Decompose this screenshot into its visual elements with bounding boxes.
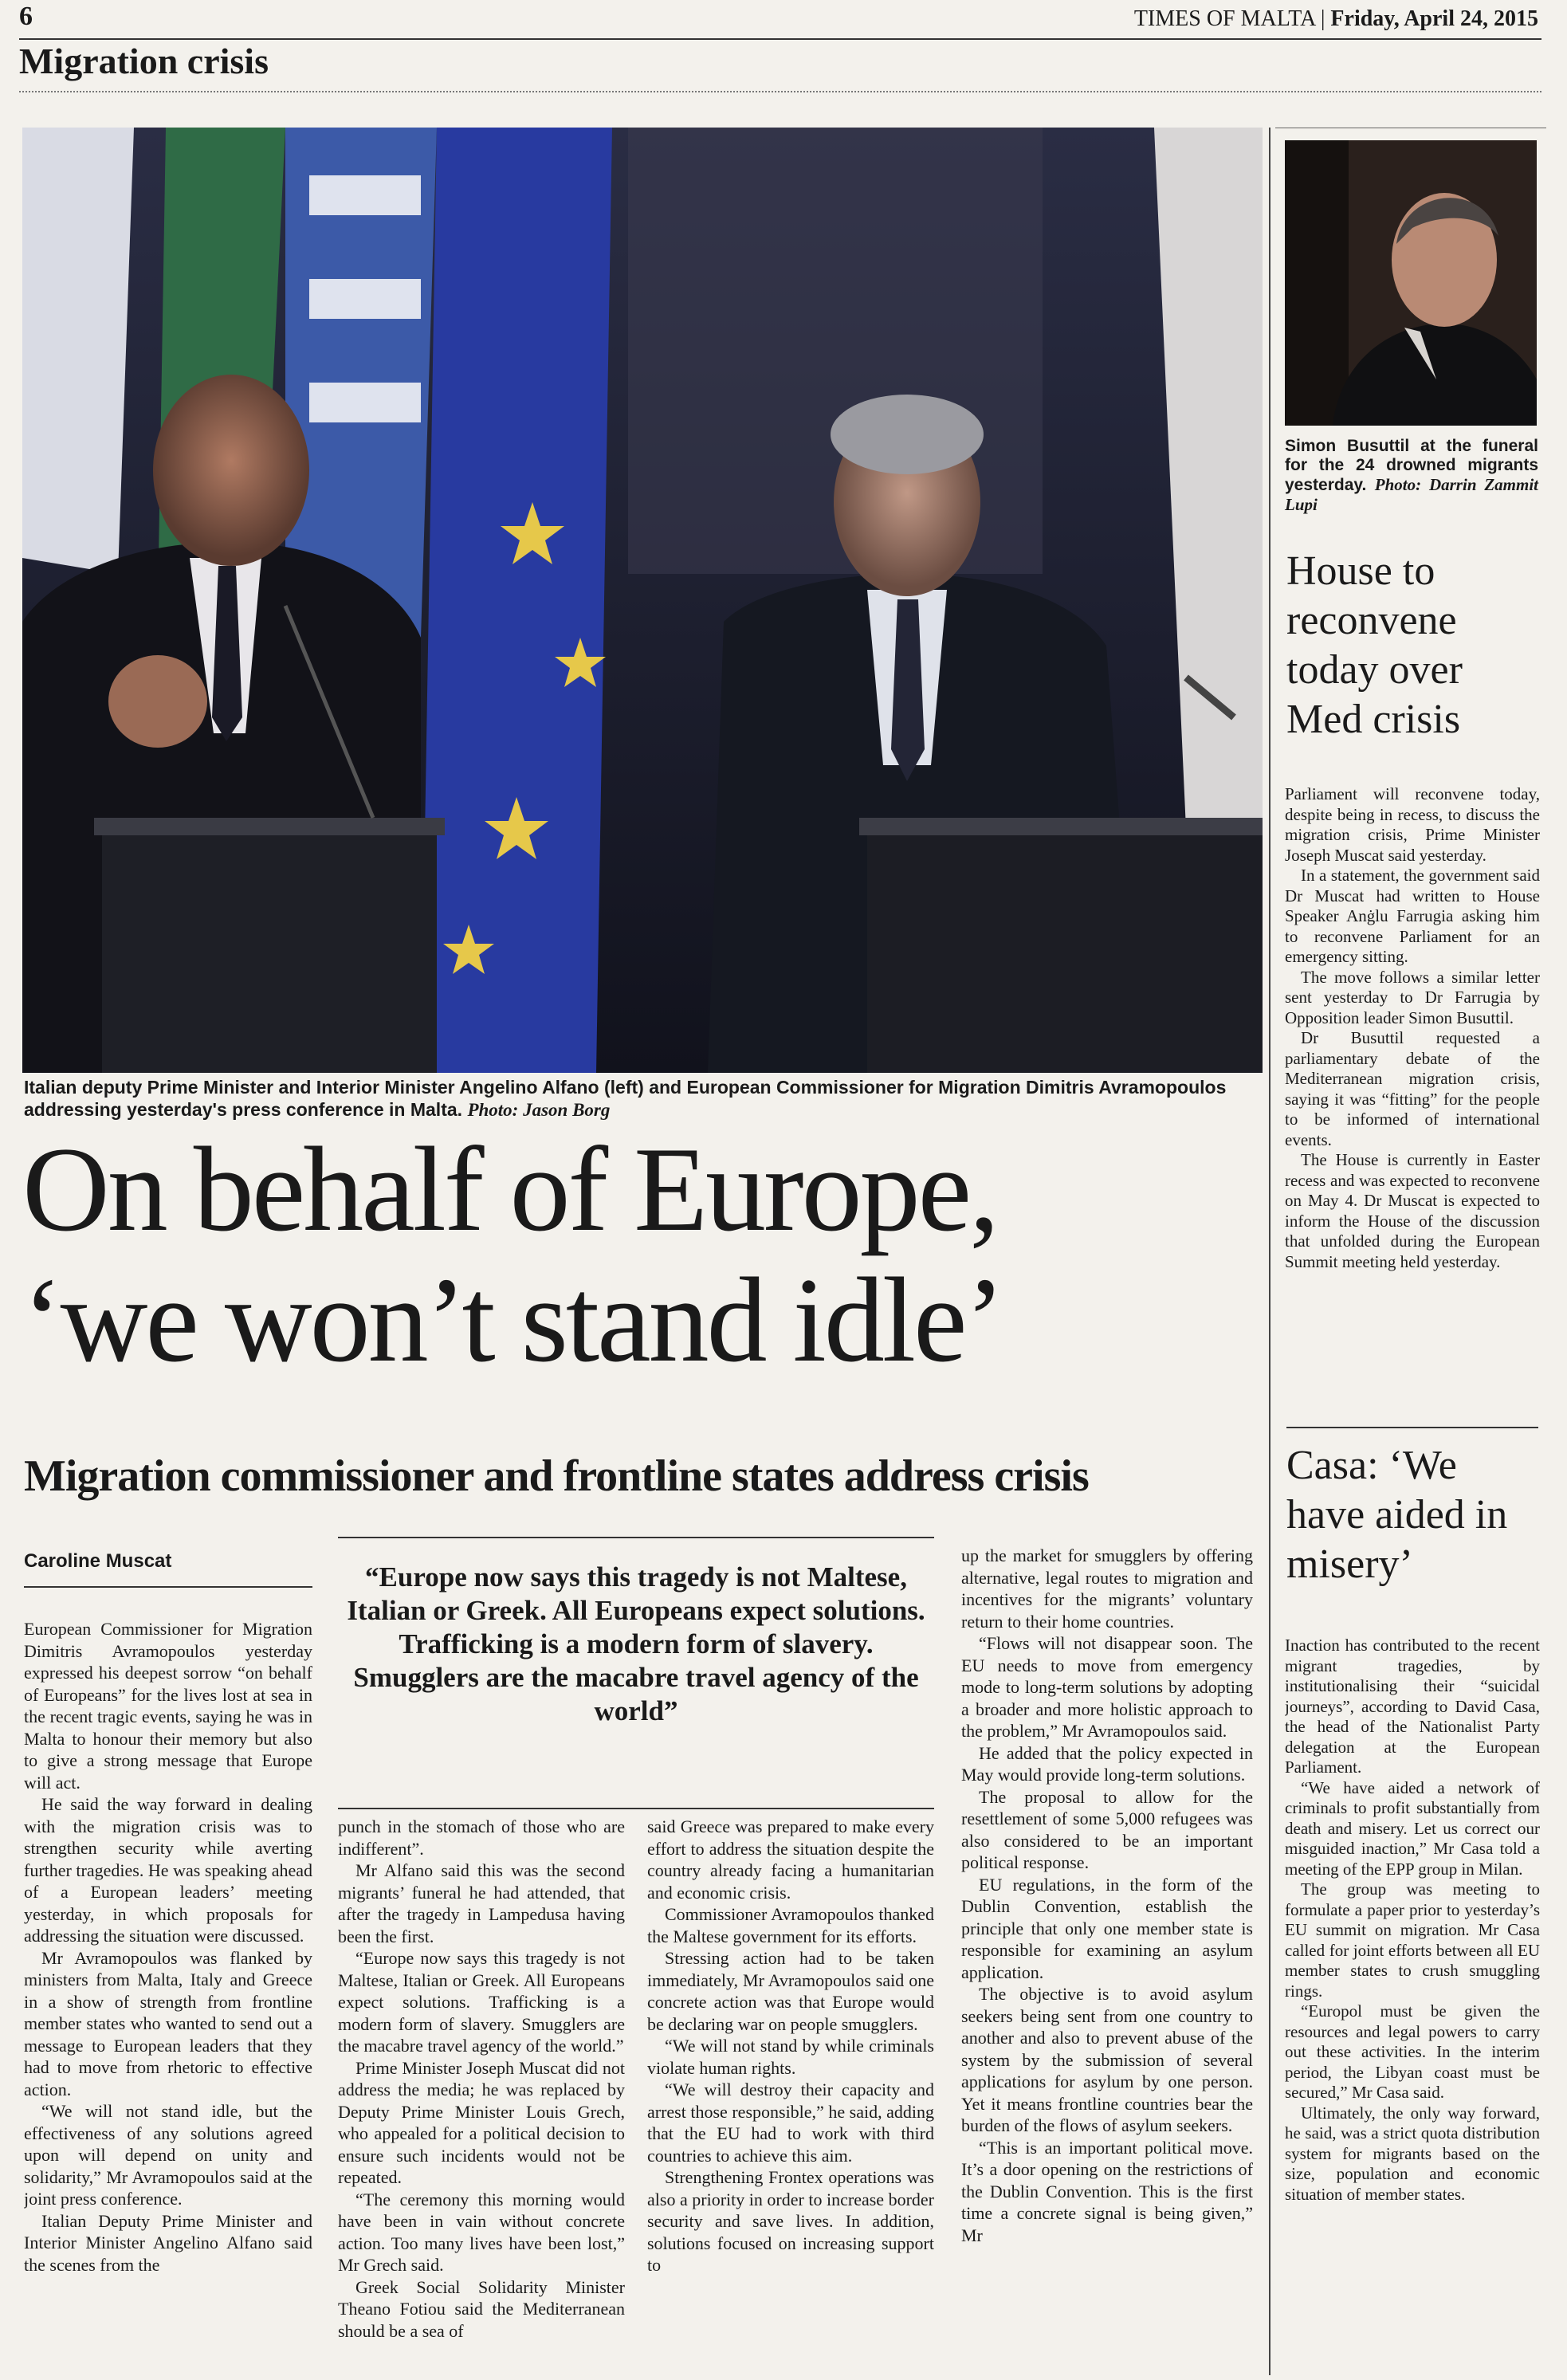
right-lectern xyxy=(867,829,1263,1073)
paragraph: “Europe now says this tragedy is not Maltese, Italian or Greek. All Europeans expect solutions. Trafficking is a modern form of slavery. Smugglers are the macabre travel agency of the world.” xyxy=(338,1948,625,2056)
article-column-4 xyxy=(961,1545,1253,2374)
sidebar-photo-credit: Photo: Darrin Zammit Lupi xyxy=(1285,475,1538,514)
pullquote-rule-bottom xyxy=(338,1808,934,1809)
section-title: Migration crisis xyxy=(19,41,269,81)
paragraph: “Flows will not disappear soon. The EU needs to move from emergency mode to long-term solutions by adopting a broader and more holistic approach to the problem,” Mr Avramopoulos said. xyxy=(961,1633,1253,1741)
sidebar-story-1-body xyxy=(1285,784,1540,1416)
paragraph: “We have aided a network of criminals to profit substantially from death and misery. Let us correct our misguided inaction,” Mr Casa told a meeting of the EPP group in Milan. xyxy=(1285,1777,1540,1879)
paragraph: Dr Busuttil requested a parliamentary debate of the Mediterranean migration crisis, saying it was “fitting” for the people to be informed of international events. xyxy=(1285,1028,1540,1149)
right-speaker-hair xyxy=(831,395,984,474)
pullquote: “Europe now says this tragedy is not Maltese, Italian or Greek. All Europeans expect solutions. Trafficking is a modern form of slavery. Smugglers are the macabre travel agency of the world” xyxy=(347,1561,925,1726)
paragraph: said Greece was prepared to make every effort to address the situation despite the country already facing a humanitarian and economic crisis. xyxy=(647,1816,934,1903)
left-lectern xyxy=(102,829,437,1073)
masthead-title: TIMES OF MALTA xyxy=(1133,6,1315,31)
pullquote-rule-top xyxy=(338,1537,934,1538)
main-photo xyxy=(22,128,1263,1073)
paragraph: Strengthening Frontex operations was also a priority in order to increase border security and save lives. In addition, solutions focused on increasing support to xyxy=(647,2167,934,2275)
sidebar-divider xyxy=(1269,128,1270,2375)
sidebar-photo-shadow xyxy=(1285,140,1349,426)
right-lectern-top xyxy=(859,818,1263,835)
paragraph: “The ceremony this morning would have been in vain without concrete action. Too many lives have been lost,” Mr Grech said. xyxy=(338,2189,625,2275)
paragraph: The move follows a similar letter sent yesterday to Dr Farrugia by Opposition leader Simon Busuttil. xyxy=(1285,967,1540,1027)
flag-eu xyxy=(421,128,612,1073)
sidebar-story-1-headline: House to reconvene today over Med crisis xyxy=(1286,548,1463,742)
paragraph: Mr Alfano said this was the second migrants’ funeral he had attended, that after the tragedy in Lampedusa having been the first. xyxy=(338,1860,625,1946)
paragraph: Greek Social Solidarity Minister Theano Fotiou said the Mediterranean should be a sea of xyxy=(338,2276,625,2341)
article-column-3 xyxy=(647,1816,934,2374)
main-photo-caption xyxy=(24,1076,1259,1121)
headline-line-1: On behalf of Europe, xyxy=(22,1122,998,1256)
sidebar-story-2-headline: Casa: ‘We have aided in misery’ xyxy=(1286,1443,1508,1587)
flag-greece-stripes xyxy=(309,175,421,422)
paragraph: He said the way forward in dealing with the migration crisis was to strengthen security while averting further tragedies. He was speaking ahead of a European leaders’ meeting yesterday, in which proposals for addressing the situation were discussed. xyxy=(24,1794,312,1946)
issue-date: Friday, April 24, 2015 xyxy=(1330,6,1538,31)
masthead-separator: | xyxy=(1320,6,1325,31)
byline-rule xyxy=(24,1586,312,1588)
paragraph: Commissioner Avramopoulos thanked the Maltese government for its efforts. xyxy=(647,1904,934,1946)
sidebar-story-2-body xyxy=(1285,1636,1540,2377)
headline-line-2: ‘we won’t stand idle’ xyxy=(22,1253,1003,1387)
paragraph: up the market for smugglers by offering alternative, legal routes to migration and incentives for the migrants’ voluntary return to their home countries. xyxy=(961,1545,1253,1632)
paragraph: The objective is to avoid asylum seekers being sent from one country to another and also to prevent abuse of the system by the submission of several applications for asylum by one person. Yet it means frontline countries bear the burden of the flows of asylum seekers. xyxy=(961,1984,1253,2135)
paragraph: Prime Minister Joseph Muscat did not address the media; he was replaced by Deputy Prime Minister Louis Grech, who appealed for a political decision to ensure such incidents would not be repeated. xyxy=(338,2057,625,2187)
sidebar-caption-text: Simon Busuttil at the funeral for the 24 drowned migrants yesterday. xyxy=(1285,437,1538,494)
headline xyxy=(22,1124,1266,1385)
subheadline: Migration commissioner and frontline states address crisis xyxy=(24,1451,1089,1501)
paragraph: Ultimately, the only way forward, he said, was a strict quota distribution system for migrants based on the size, population and economic situation of member states. xyxy=(1285,2103,1540,2204)
section-rule xyxy=(19,91,1541,92)
left-speaker-head xyxy=(153,375,309,566)
paragraph: “This is an important political move. It’s a door opening on the restrictions of the Dublin Convention. This is the first time a concrete signal is being given,” Mr xyxy=(961,2137,1253,2245)
sidebar-photo-caption xyxy=(1285,437,1538,515)
article-column-1 xyxy=(24,1618,312,2375)
paragraph: Italian Deputy Prime Minister and Interior Minister Angelino Alfano said the scenes from the xyxy=(24,2210,312,2275)
paragraph: “We will not stand by while criminals violate human rights. xyxy=(647,2036,934,2078)
left-lectern-top xyxy=(94,818,445,835)
sidebar-story-divider xyxy=(1286,1427,1538,1428)
main-caption-text: Italian deputy Prime Minister and Interior Minister Angelino Alfano (left) and European Commissioner for Migration Dimitris Avramopoulos addressing yesterday's press conference in Malta. xyxy=(24,1077,1227,1120)
page-number: 6 xyxy=(19,2,33,31)
paragraph: He added that the policy expected in May would provide long-term solutions. xyxy=(961,1742,1253,1785)
paragraph: punch in the stomach of those who are indifferent”. xyxy=(338,1816,625,1859)
paragraph: Mr Avramopoulos was flanked by ministers from Malta, Italy and Greece in a show of strength from frontline member states who wanted to send out a message to European leaders that they had to move from rhetoric to effective action. xyxy=(24,1947,312,2099)
paragraph: The proposal to allow for the resettlement of some 5,000 refugees was also considered to be an important political response. xyxy=(961,1786,1253,1872)
paragraph: “We will not stand idle, but the effectiveness of any solutions agreed upon will depend on unity and solidarity,” Mr Avramopoulos said at the joint press conference. xyxy=(24,2101,312,2209)
paragraph: The House is currently in Easter recess and was expected to reconvene on May 4. Dr Muscat is expected to inform the House of the discussion that unfolded during the European Summit meeting held yesterday. xyxy=(1285,1150,1540,1271)
left-speaker-fist xyxy=(108,655,207,748)
byline: Caroline Muscat xyxy=(24,1550,172,1572)
paragraph: EU regulations, in the form of the Dublin Convention, establish the principle that only one member state is responsible for examining an asylum application. xyxy=(961,1874,1253,1982)
paragraph: European Commissioner for Migration Dimitris Avramopoulos yesterday expressed his deepest sorrow “on behalf of Europeans” for the lives lost at sea in the recent tragic events, saying he was in Malta to honour their memory but also to give a strong message that Europe will act. xyxy=(24,1619,312,1793)
masthead xyxy=(1134,6,1538,32)
paragraph: Stressing action had to be taken immediately, Mr Avramopoulos said one concrete action was that Europe would be declaring war on people smugglers. xyxy=(647,1948,934,2034)
paragraph: Inaction has contributed to the recent migrant tragedies, by institutionalising their “suicidal journeys”, according to David Casa, the head of the Nationalist Party delegation at the European Parliament. xyxy=(1285,1636,1540,1777)
paragraph: “Europol must be given the resources and legal powers to carry out these activities. In the interim period, the Libyan coast must be secured,” Mr Casa said. xyxy=(1285,2001,1540,2102)
article-column-2 xyxy=(338,1816,625,2374)
main-photo-credit: Photo: Jason Borg xyxy=(467,1100,611,1120)
pullquote-box xyxy=(338,1537,934,1728)
paragraph: The group was meeting to formulate a paper prior to yesterday’s EU summit on migration. Mr Casa called for joint efforts between all EU member states to crush smuggling rings. xyxy=(1285,1879,1540,2001)
paragraph: In a statement, the government said Dr Muscat had written to House Speaker Anġlu Farrugia asking him to reconvene Parliament for an emergency sitting. xyxy=(1285,866,1540,966)
sidebar-photo xyxy=(1285,140,1537,426)
paragraph: Parliament will reconvene today, despite being in recess, to discuss the migration crisis, Prime Minister Joseph Muscat said yesterday. xyxy=(1285,784,1540,865)
flag-left-white xyxy=(22,128,134,574)
paragraph: “We will destroy their capacity and arrest those responsible,” he said, adding that the EU had to work with third countries to achieve this aim. xyxy=(647,2080,934,2166)
